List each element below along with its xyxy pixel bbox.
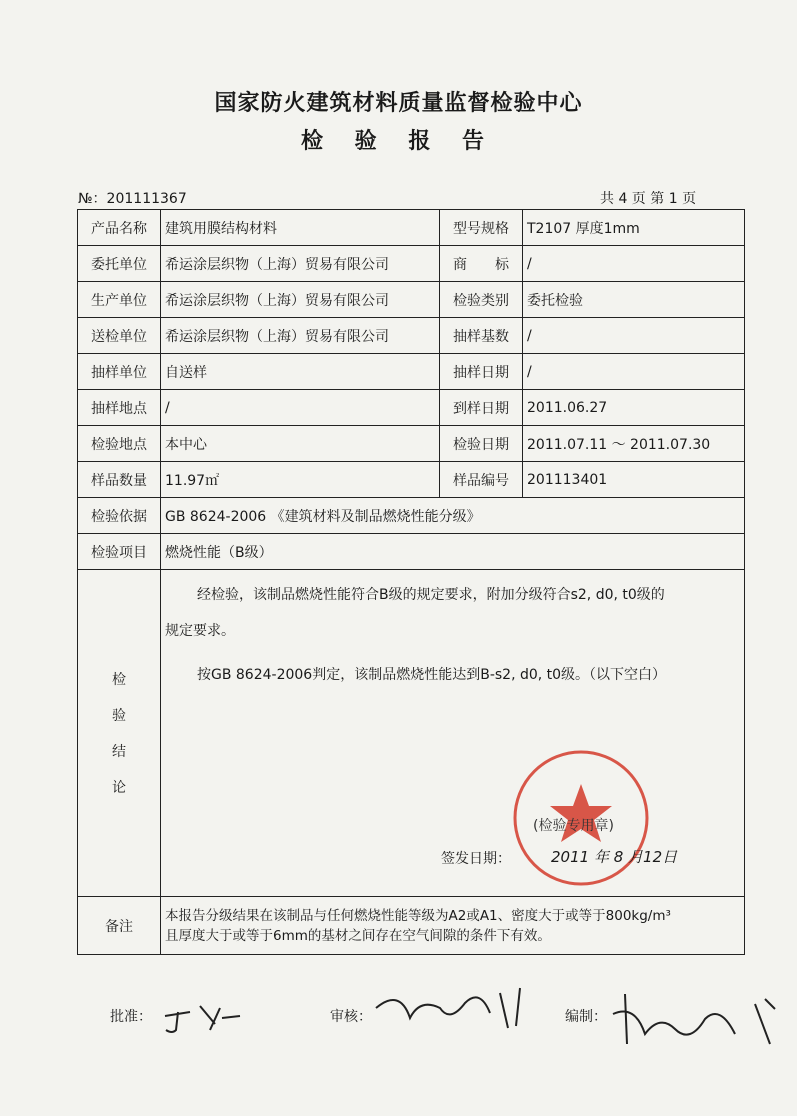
field-value: 希运涂层织物（上海）贸易有限公司 (161, 282, 440, 318)
info-row (78, 210, 745, 246)
approve-label: 批准： (110, 1009, 152, 1025)
field-value: 自送样 (161, 354, 440, 390)
info-row (78, 282, 745, 318)
report-number: №：201111367 (78, 191, 187, 207)
field-value: 委托检验 (523, 282, 745, 318)
remark-line2: 且厚度大于或等于6mm的基材之间存在空气间隙的条件下有效。 (165, 927, 551, 944)
field-value: 希运涂层织物（上海）贸易有限公司 (161, 246, 440, 282)
field-value: / (523, 318, 745, 354)
document-subtitle: 检 验 报 告 (301, 129, 496, 154)
field-label: 委托单位 (78, 246, 161, 282)
field-label: 检验日期 (440, 426, 523, 462)
basis-value: GB 8624-2006 《建筑材料及制品燃烧性能分级》 (161, 498, 745, 534)
field-value: 11.97㎡ (161, 462, 440, 498)
field-value: 本中心 (161, 426, 440, 462)
field-label: 商 标 (440, 246, 523, 282)
conclusion-para1b: 规定要求。 (165, 623, 235, 639)
field-value: / (523, 246, 745, 282)
field-value: 希运涂层织物（上海）贸易有限公司 (161, 318, 440, 354)
field-label: 样品编号 (440, 462, 523, 498)
issue-date-label: 签发日期： (441, 851, 511, 867)
field-label: 产品名称 (78, 210, 161, 246)
approve-signature (160, 996, 250, 1036)
item-value: 燃烧性能（B级） (161, 534, 745, 570)
field-value: / (523, 354, 745, 390)
info-row (78, 354, 745, 390)
review-signature (370, 978, 550, 1038)
conclusion-label: 检 验 结 论 (78, 570, 161, 897)
field-label: 抽样地点 (78, 390, 161, 426)
field-label: 样品数量 (78, 462, 161, 498)
compile-signature (605, 984, 785, 1054)
field-label: 抽样单位 (78, 354, 161, 390)
info-row (78, 462, 745, 498)
field-label: 检验类别 (440, 282, 523, 318)
field-label: 到样日期 (440, 390, 523, 426)
field-label: 检验地点 (78, 426, 161, 462)
field-value: 201113401 (523, 462, 745, 498)
field-label: 抽样基数 (440, 318, 523, 354)
seal-note: (检验专用章) (533, 818, 614, 834)
document-title: 国家防火建筑材料质量监督检验中心 (214, 91, 583, 116)
field-label: 型号规格 (440, 210, 523, 246)
compile-label: 编制： (565, 1009, 607, 1025)
info-row (78, 390, 745, 426)
field-value: 2011.06.27 (523, 390, 745, 426)
field-value: T2107 厚度1mm (523, 210, 745, 246)
item-label: 检验项目 (78, 534, 161, 570)
review-label: 审核： (330, 1009, 372, 1025)
info-row (78, 426, 745, 462)
issue-date: 2011 年 8 月12日 (551, 848, 678, 866)
report-table (77, 209, 745, 955)
conclusion-cell (161, 570, 745, 897)
field-value: 建筑用膜结构材料 (161, 210, 440, 246)
basis-label: 检验依据 (78, 498, 161, 534)
conclusion-para2: 按GB 8624-2006判定，该制品燃烧性能达到B-s2, d0, t0级。（以下空白） (197, 667, 667, 683)
field-label: 送检单位 (78, 318, 161, 354)
field-label: 生产单位 (78, 282, 161, 318)
remark-line1: 本报告分级结果在该制品与任何燃烧性能等级为A2或A1、密度大于或等于800kg/m³ (165, 907, 671, 924)
page-info: 共 4 页 第 1 页 (600, 191, 697, 207)
remark-cell (161, 897, 745, 955)
conclusion-para1a: 经检验，该制品燃烧性能符合B级的规定要求，附加分级符合s2, d0, t0级的 (197, 587, 665, 603)
info-row (78, 318, 745, 354)
field-value: / (161, 390, 440, 426)
field-label: 抽样日期 (440, 354, 523, 390)
info-row (78, 246, 745, 282)
field-value: 2011.07.11 ～ 2011.07.30 (523, 426, 745, 462)
remark-label: 备注 (78, 897, 161, 955)
